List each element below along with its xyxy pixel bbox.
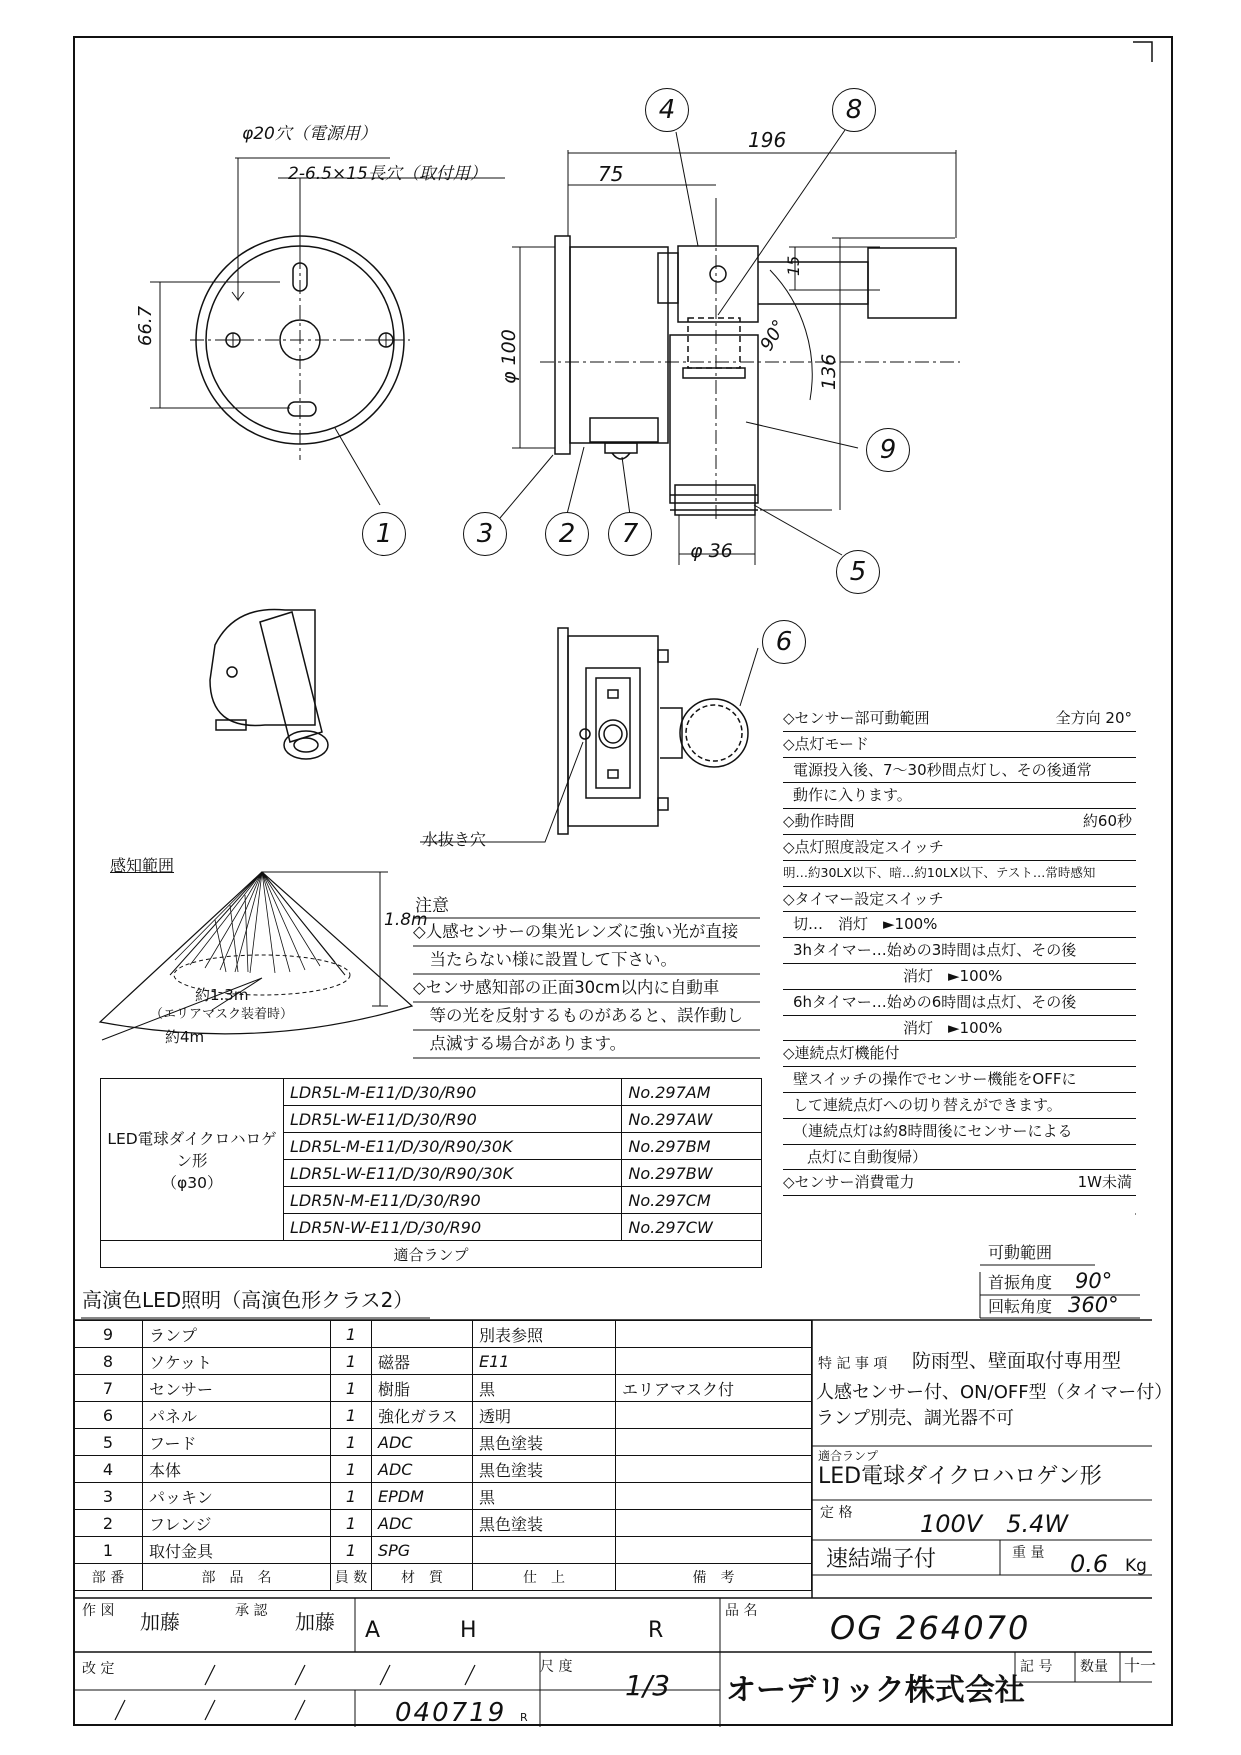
dim-136: 136 xyxy=(818,353,840,390)
lamp-model: LDR5L-W-E11/D/30/R90/30K xyxy=(284,1160,622,1187)
part-finish: 黒色塗装 xyxy=(473,1510,616,1537)
spec-continuous-line: 壁スイッチの操作でセンサー機能をOFFに xyxy=(793,1070,1077,1089)
spec-power-label: ◇センサー消費電力 xyxy=(783,1173,915,1192)
series-title: 高演色LED照明（高演色形クラス2） xyxy=(82,1288,414,1312)
spec-lux-value: 明…約30LX以下、暗…約10LX以下、テスト…常時感知 xyxy=(783,864,1096,880)
approved-label: 承 認 xyxy=(235,1603,268,1619)
table-row xyxy=(74,1348,812,1375)
drawn-by: 加藤 xyxy=(140,1610,180,1634)
date-suffix: R xyxy=(520,1711,528,1724)
part-material: SPG xyxy=(372,1537,473,1564)
part-name: フード xyxy=(143,1429,331,1456)
detection-mask-note: （エリアマスク装着時） xyxy=(150,1007,294,1022)
header-qty: 員 数 xyxy=(331,1564,372,1591)
drawing-date: 040719 xyxy=(395,1698,507,1728)
part-no: 1 xyxy=(74,1537,143,1564)
lamp-table xyxy=(100,1078,762,1268)
part-note xyxy=(616,1537,812,1564)
part-finish: 黒色塗装 xyxy=(473,1429,616,1456)
scale-value: 1/3 xyxy=(625,1669,671,1702)
spec-mode-label: ◇点灯モード xyxy=(783,734,869,753)
tilt-label: 首振角度 xyxy=(988,1273,1053,1292)
part-note xyxy=(616,1429,812,1456)
features-line: 防雨型、壁面取付専用型 xyxy=(912,1350,1122,1372)
table-row xyxy=(74,1321,812,1348)
spec-row xyxy=(783,1119,1136,1145)
part-finish: E11 xyxy=(473,1348,616,1375)
symbol-label: 記 号 xyxy=(1020,1659,1053,1675)
part-name: ソケット xyxy=(143,1348,331,1375)
caution-line: 当たらない様に設置して下さい。 xyxy=(413,950,677,969)
spec-continuous-label: ◇連続点灯機能付 xyxy=(783,1044,900,1063)
part-qty: 1 xyxy=(331,1348,372,1375)
dim-90-deg: 90° xyxy=(756,316,791,355)
part-no: 2 xyxy=(74,1510,143,1537)
lamp-model: LDR5N-W-E11/D/30/R90 xyxy=(284,1214,622,1241)
table-header-row xyxy=(74,1564,812,1591)
lamp-model: LDR5N-M-E11/D/30/R90 xyxy=(284,1187,622,1214)
company-name: オーデリック株式会社 xyxy=(726,1673,1025,1708)
part-name: 本体 xyxy=(143,1456,331,1483)
callout-9: 9 xyxy=(866,428,910,472)
part-qty: 1 xyxy=(331,1321,372,1348)
table-row xyxy=(74,1537,812,1564)
lamp-number: No.297CW xyxy=(622,1214,762,1241)
part-finish: 黒 xyxy=(473,1483,616,1510)
part-note xyxy=(616,1483,812,1510)
spec-row xyxy=(783,1016,1136,1042)
weight-unit: Kg xyxy=(1125,1556,1147,1576)
lamp-model: LDR5L-M-E11/D/30/R90 xyxy=(284,1079,622,1106)
callout-6: 6 xyxy=(762,620,806,664)
spec-row xyxy=(783,1170,1136,1196)
features-line: 人感センサー付、ON/OFF型（タイマー付） xyxy=(816,1382,1173,1403)
grade-h: H xyxy=(460,1618,477,1643)
rating-label: 定 格 xyxy=(820,1505,853,1521)
spec-row xyxy=(783,1145,1136,1171)
dim-75: 75 xyxy=(598,162,624,186)
table-row xyxy=(74,1510,812,1537)
spec-row xyxy=(783,912,1136,938)
part-no: 4 xyxy=(74,1456,143,1483)
lamp-number: No.297AW xyxy=(622,1106,762,1133)
compat-value: LED電球ダイクロハロゲン形 xyxy=(818,1464,1102,1489)
part-finish: 透明 xyxy=(473,1402,616,1429)
spec-row xyxy=(783,1041,1136,1067)
spec-row xyxy=(783,1067,1136,1093)
lamp-number: No.297AM xyxy=(622,1079,762,1106)
features-label: 特 記 事 項 xyxy=(818,1356,888,1372)
spec-time-label: ◇動作時間 xyxy=(783,812,855,831)
part-finish: 別表参照 xyxy=(473,1321,616,1348)
part-finish: 黒 xyxy=(473,1375,616,1402)
part-qty: 1 xyxy=(331,1375,372,1402)
part-no: 3 xyxy=(74,1483,143,1510)
part-material: 磁器 xyxy=(372,1348,473,1375)
back-view xyxy=(420,628,758,842)
spec-continuous-line: して連続点灯への切り替えができます。 xyxy=(793,1095,1062,1114)
table-row xyxy=(74,1375,812,1402)
spec-row xyxy=(783,1093,1136,1119)
callout-4: 4 xyxy=(645,88,689,132)
detection-mask-distance: 約1.3m xyxy=(195,986,249,1004)
spec-row xyxy=(783,835,1136,861)
spec-timer-label: ◇タイマー設定スイッチ xyxy=(783,889,944,908)
dim-phi-100: φ 100 xyxy=(498,329,520,384)
callout-3: 3 xyxy=(463,512,507,556)
spec-row xyxy=(783,861,1136,887)
part-material xyxy=(372,1321,473,1348)
rotation-label: 回転角度 xyxy=(988,1297,1053,1316)
part-name: パネル xyxy=(143,1402,331,1429)
table-row xyxy=(74,1429,812,1456)
part-finish: 黒色塗装 xyxy=(473,1456,616,1483)
caution-line: ◇センサ感知部の正面30cm以内に自動車 xyxy=(413,978,720,997)
mount-holes-label: 2-6.5×15長穴（取付用） xyxy=(288,164,487,184)
approved-by: 加藤 xyxy=(295,1610,335,1634)
lamp-model: LDR5L-M-E11/D/30/R90/30K xyxy=(284,1133,622,1160)
table-row xyxy=(74,1402,812,1429)
dim-196: 196 xyxy=(748,128,787,152)
part-qty: 1 xyxy=(331,1456,372,1483)
lamp-table-footer: 適合ランプ xyxy=(101,1241,762,1268)
dim-phi-36: φ 36 xyxy=(690,540,733,562)
part-name: 取付金具 xyxy=(143,1537,331,1564)
callout-8: 8 xyxy=(832,88,876,132)
caution-line: 点滅する場合があります。 xyxy=(413,1034,627,1053)
spec-sensor-range-label: ◇センサー部可動範囲 xyxy=(783,709,930,727)
product-label: 品 名 xyxy=(725,1603,758,1619)
spec-row xyxy=(783,887,1136,913)
lamp-type-name: LED電球ダイクロハロゲン形 xyxy=(107,1129,277,1170)
spec-timer-6h: 6hタイマー…始めの6時間は点灯、その後 xyxy=(793,992,1077,1011)
compat-label: 適合ランプ xyxy=(818,1449,879,1463)
part-qty: 1 xyxy=(331,1429,372,1456)
lamp-type-cell xyxy=(101,1079,284,1241)
rating-value: 100V 5.4W xyxy=(920,1510,1069,1538)
part-name: ランプ xyxy=(143,1321,331,1348)
caution-line: ◇人感センサーの集光レンズに強い光が直接 xyxy=(413,922,739,941)
front-view xyxy=(150,158,505,505)
lamp-model: LDR5L-W-E11/D/30/R90 xyxy=(284,1106,622,1133)
drawn-label: 作 図 xyxy=(82,1603,115,1619)
part-note xyxy=(616,1402,812,1429)
spec-row xyxy=(783,938,1136,964)
dim-15: 15 xyxy=(784,255,803,276)
part-material: 樹脂 xyxy=(372,1375,473,1402)
header-finish: 仕 上 xyxy=(473,1564,616,1591)
parts-table xyxy=(73,1320,812,1591)
header-material: 材 質 xyxy=(372,1564,473,1591)
part-material: 強化ガラス xyxy=(372,1402,473,1429)
detection-range: 約4m xyxy=(165,1028,205,1046)
part-qty: 1 xyxy=(331,1510,372,1537)
spec-list xyxy=(783,706,1136,1196)
lamp-number: No.297BM xyxy=(622,1133,762,1160)
callout-5: 5 xyxy=(836,550,880,594)
revision-label: 改 定 xyxy=(82,1661,115,1677)
part-note xyxy=(616,1321,812,1348)
spec-timer-3h: 3hタイマー…始めの3時間は点灯、その後 xyxy=(793,941,1077,960)
part-finish xyxy=(473,1537,616,1564)
movable-title: 可動範囲 xyxy=(988,1243,1053,1262)
caution-line: 等の光を反射するものがあると、誤作動し xyxy=(413,1006,743,1025)
part-name: フレンジ xyxy=(143,1510,331,1537)
count-value: 十一 xyxy=(1124,1656,1157,1675)
spec-mode-line: 動作に入ります。 xyxy=(793,786,912,805)
part-note xyxy=(616,1348,812,1375)
header-note: 備 考 xyxy=(616,1564,812,1591)
spec-row xyxy=(783,706,1136,732)
part-note xyxy=(616,1510,812,1537)
dim-66-7: 66.7 xyxy=(135,305,156,346)
spec-timer-off: 切… 消灯 ►100% xyxy=(793,915,938,934)
spec-continuous-line: （連続点灯は約8時間後にセンサーによる xyxy=(793,1121,1073,1140)
spec-timer-3h-end: 消灯 ►100% xyxy=(903,966,1003,985)
weight-value: 0.6 xyxy=(1070,1550,1109,1578)
spec-time-value: 約60秒 xyxy=(1082,812,1132,831)
spec-row xyxy=(783,990,1136,1016)
spec-timer-6h-end: 消灯 ►100% xyxy=(903,1018,1003,1037)
count-label: 数量 xyxy=(1080,1659,1108,1675)
part-note xyxy=(616,1456,812,1483)
part-qty: 1 xyxy=(331,1402,372,1429)
part-qty: 1 xyxy=(331,1537,372,1564)
perspective-sketch xyxy=(210,609,328,759)
part-material: ADC xyxy=(372,1456,473,1483)
lamp-number: No.297CM xyxy=(622,1187,762,1214)
spec-row xyxy=(783,809,1136,835)
header-no: 部 番 xyxy=(74,1564,143,1591)
scale-label: 尺 度 xyxy=(540,1659,573,1675)
part-name: パッキン xyxy=(143,1483,331,1510)
part-note: エリアマスク付 xyxy=(616,1375,812,1402)
spec-row xyxy=(783,732,1136,758)
spec-mode-line: 電源投入後、7～30秒間点灯し、その後通常 xyxy=(793,760,1092,779)
grade-r: R xyxy=(648,1618,664,1643)
side-view xyxy=(500,130,960,565)
callout-1: 1 xyxy=(362,512,406,556)
part-no: 5 xyxy=(74,1429,143,1456)
part-no: 9 xyxy=(74,1321,143,1348)
part-material: EPDM xyxy=(372,1483,473,1510)
spec-row xyxy=(783,758,1136,784)
table-row xyxy=(74,1483,812,1510)
spec-row xyxy=(783,964,1136,990)
caution-title: 注意 xyxy=(415,896,449,916)
lamp-number: No.297BW xyxy=(622,1160,762,1187)
weight-label: 重 量 xyxy=(1012,1545,1045,1561)
table-row xyxy=(74,1456,812,1483)
lamp-type-size: （φ30） xyxy=(161,1173,223,1192)
product-number: OG 264070 xyxy=(830,1609,1031,1647)
drain-hole-label: 水抜き穴 xyxy=(422,830,487,849)
part-no: 7 xyxy=(74,1375,143,1402)
part-no: 6 xyxy=(74,1402,143,1429)
part-name: センサー xyxy=(143,1375,331,1402)
part-qty: 1 xyxy=(331,1483,372,1510)
detection-title: 感知範囲 xyxy=(110,856,175,875)
terminal-label: 速結端子付 xyxy=(826,1547,937,1572)
header-name: 部 品 名 xyxy=(143,1564,331,1591)
power-hole-label: φ20穴（電源用） xyxy=(242,124,377,144)
callout-7: 7 xyxy=(608,512,652,556)
callout-2: 2 xyxy=(545,512,589,556)
spec-continuous-line: 点灯に自動復帰） xyxy=(807,1147,928,1166)
spec-sensor-range-value: 全方向 20° xyxy=(1055,709,1132,727)
spec-lux-label: ◇点灯照度設定スイッチ xyxy=(783,837,944,856)
part-no: 8 xyxy=(74,1348,143,1375)
detection-height: 1.8m xyxy=(384,910,428,930)
spec-row xyxy=(783,783,1136,809)
grade-a: A xyxy=(365,1618,381,1643)
part-material: ADC xyxy=(372,1510,473,1537)
part-material: ADC xyxy=(372,1429,473,1456)
rotation-value: 360° xyxy=(1068,1293,1119,1317)
spec-power-value: 1W未満 xyxy=(1077,1173,1132,1192)
features-line: ランプ別売、調光器不可 xyxy=(816,1408,1014,1429)
tilt-value: 90° xyxy=(1075,1269,1113,1293)
